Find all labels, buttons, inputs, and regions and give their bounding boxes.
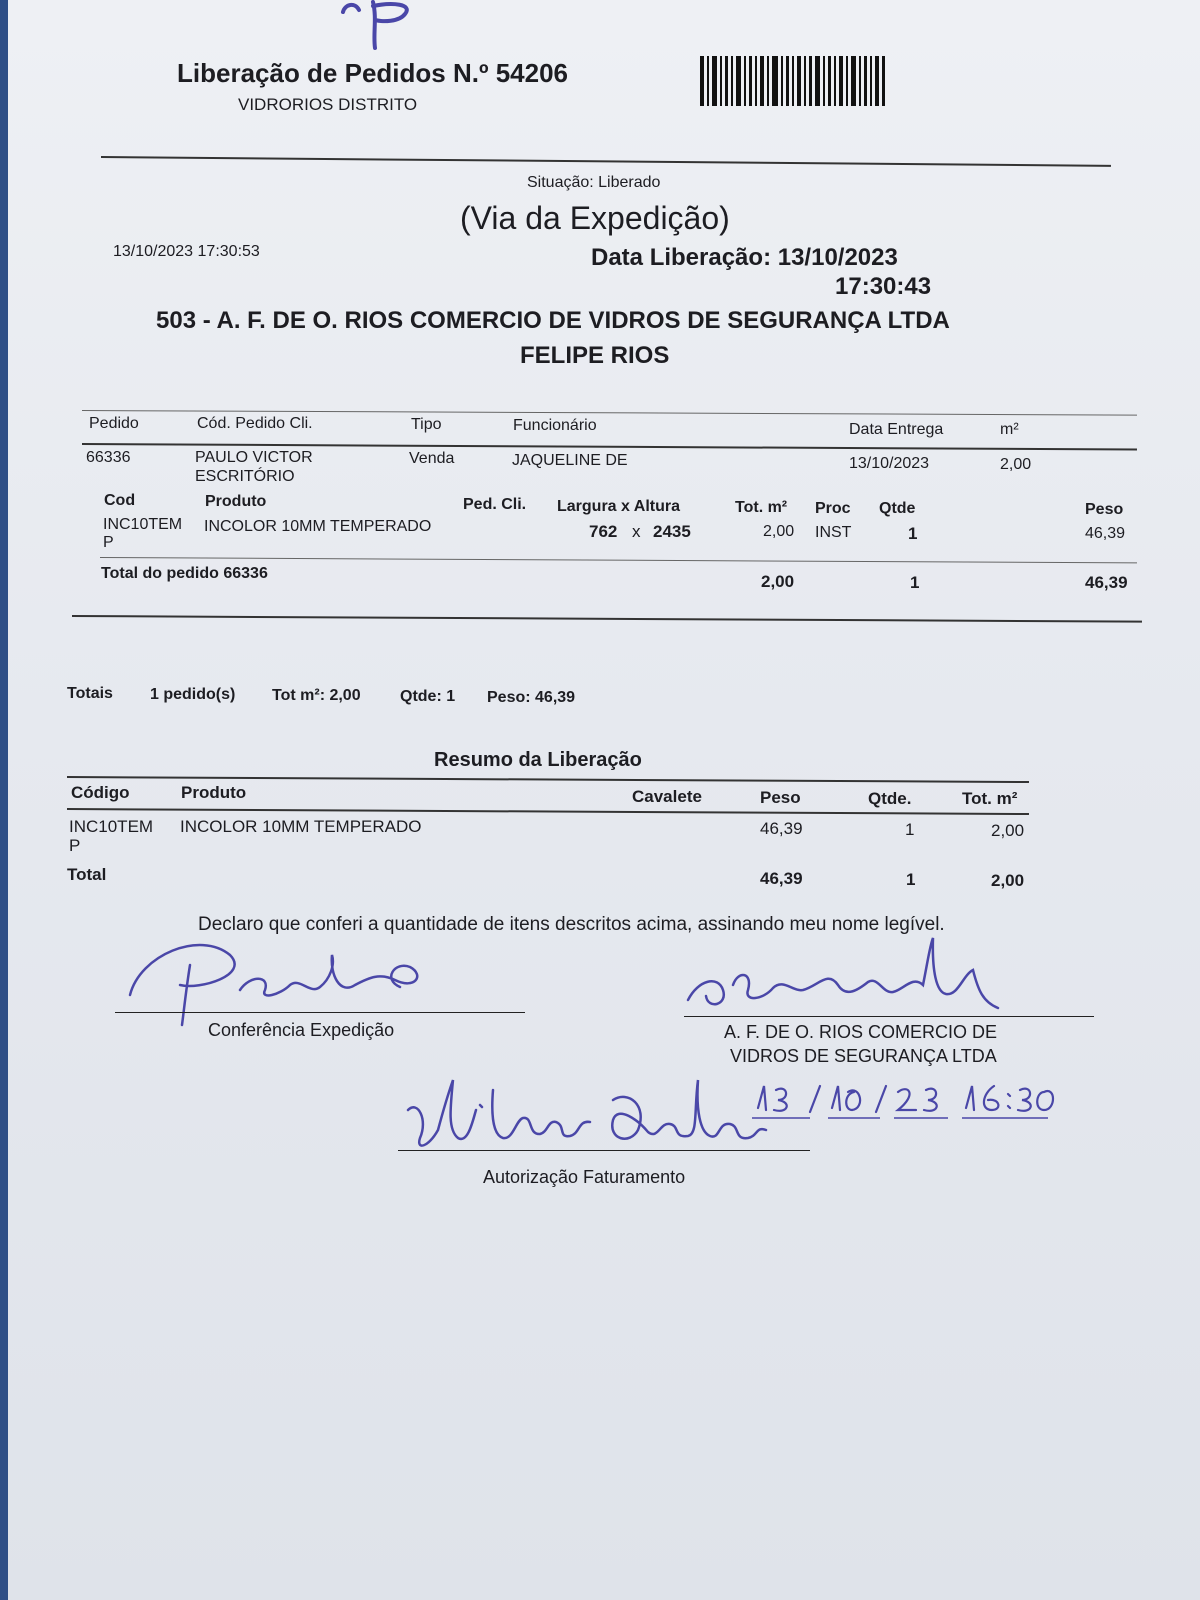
handwritten-mark (333, 0, 423, 50)
col-pedido: Pedido (89, 415, 139, 432)
row-tipo: Venda (409, 450, 455, 467)
resumo-col-cavalete: Cavalete (632, 787, 702, 806)
col-cod-pedido-cli: Cód. Pedido Cli. (197, 415, 313, 432)
conferencia-line (115, 1012, 525, 1013)
resumo-total-peso: 46,39 (760, 869, 803, 888)
item-largura: 762 (589, 522, 618, 541)
totais-peso: Peso: 46,39 (487, 689, 576, 706)
print-datetime: 13/10/2023 17:30:53 (113, 243, 260, 260)
resumo-codigo-2: P (69, 836, 81, 855)
total-pedido-peso: 46,39 (1085, 573, 1128, 592)
item-proc: INST (815, 524, 852, 541)
total-pedido-m2: 2,00 (761, 572, 795, 591)
row-data-entrega: 13/10/2023 (849, 455, 930, 472)
autorizacao-line (398, 1150, 810, 1151)
resumo-col-tot-m2: Tot. m² (962, 789, 1018, 808)
client-name: FELIPE RIOS (520, 342, 670, 369)
item-altura: 2435 (653, 522, 691, 541)
client-line: 503 - A. F. DE O. RIOS COMERCIO DE VIDROS DE SEGURANÇA LTDA (156, 307, 950, 334)
resumo-top-rule (67, 776, 1029, 783)
situacao: Situação: Liberado (527, 174, 661, 191)
resumo-total-label: Total (67, 865, 107, 884)
totais-label: Totais (67, 685, 113, 702)
resumo-col-produto: Produto (181, 783, 247, 802)
item-col-tot-m2: Tot. m² (735, 499, 788, 516)
item-col-peso: Peso (1085, 501, 1124, 518)
company-label-1: A. F. DE O. RIOS COMERCIO DE (724, 1022, 998, 1042)
row-m2: 2,00 (1000, 456, 1032, 473)
declaration-text: Declaro que conferi a quantidade de itens descritos acima, assinando meu nome legível. (198, 914, 945, 935)
resumo-qtde: 1 (905, 820, 915, 839)
order-bottom-rule (72, 615, 1142, 623)
company-label-2: VIDROS DE SEGURANÇA LTDA (730, 1046, 997, 1066)
via-label: (Via da Expedição) (460, 200, 730, 236)
item-col-proc: Proc (815, 500, 851, 517)
col-data-entrega: Data Entrega (849, 421, 944, 438)
conferencia-label: Conferência Expedição (208, 1020, 395, 1040)
totais-qtde: Qtde: 1 (400, 688, 456, 705)
item-total-rule (100, 557, 1137, 563)
item-col-qtde: Qtde (879, 500, 916, 517)
document-title: Liberação de Pedidos N.º 54206 (177, 58, 568, 88)
row-pedido: 66336 (86, 449, 131, 466)
item-col-largura-altura: Largura x Altura (557, 498, 680, 515)
document-page (8, 0, 1200, 1600)
hora-liberacao: 17:30:43 (835, 273, 932, 300)
col-m2: m² (1000, 421, 1019, 438)
data-liberacao: Data Liberação: 13/10/2023 (591, 244, 898, 271)
resumo-total-tot-m2: 2,00 (991, 871, 1025, 890)
barcode (700, 56, 886, 106)
item-produto: INCOLOR 10MM TEMPERADO (204, 518, 432, 535)
item-col-ped-cli: Ped. Cli. (463, 496, 527, 513)
signature-company (678, 930, 1008, 1030)
signature-conferencia (120, 935, 450, 1030)
col-tipo: Tipo (411, 416, 442, 433)
item-qtde: 1 (908, 524, 918, 543)
item-cod-1: INC10TEM (103, 516, 183, 533)
row-cod-cli-1: PAULO VICTOR (195, 449, 313, 466)
item-col-cod: Cod (104, 492, 136, 509)
col-funcionario: Funcionário (513, 417, 597, 434)
total-pedido-label: Total do pedido 66336 (101, 565, 268, 582)
signature-autorizacao (398, 1060, 778, 1160)
item-cod-2: P (103, 534, 114, 551)
resumo-header-rule (67, 808, 1029, 815)
resumo-tot-m2: 2,00 (991, 821, 1025, 840)
resumo-col-peso: Peso (760, 788, 801, 807)
resumo-col-codigo: Código (71, 783, 130, 802)
autorizacao-label: Autorização Faturamento (483, 1167, 686, 1187)
total-pedido-qtde: 1 (910, 573, 920, 592)
item-tot-m2: 2,00 (763, 523, 795, 540)
row-funcionario: JAQUELINE DE (512, 452, 628, 469)
company-sign-line (684, 1016, 1094, 1017)
item-x: x (632, 522, 641, 541)
totais-pedidos: 1 pedido(s) (150, 686, 236, 703)
resumo-codigo-1: INC10TEM (69, 817, 154, 836)
item-col-produto: Produto (205, 493, 267, 510)
resumo-total-qtde: 1 (906, 870, 916, 889)
totais-m2: Tot m²: 2,00 (272, 687, 361, 704)
resumo-produto: INCOLOR 10MM TEMPERADO (180, 817, 422, 836)
company-name: VIDRORIOS DISTRITO (238, 95, 418, 114)
resumo-peso: 46,39 (760, 819, 803, 838)
row-cod-cli-2: ESCRITÓRIO (195, 468, 295, 485)
resumo-col-qtde: Qtde. (868, 789, 912, 808)
header-divider (101, 156, 1111, 167)
handwritten-date (748, 1078, 1058, 1123)
item-peso: 46,39 (1085, 525, 1126, 542)
resumo-title: Resumo da Liberação (434, 749, 642, 771)
